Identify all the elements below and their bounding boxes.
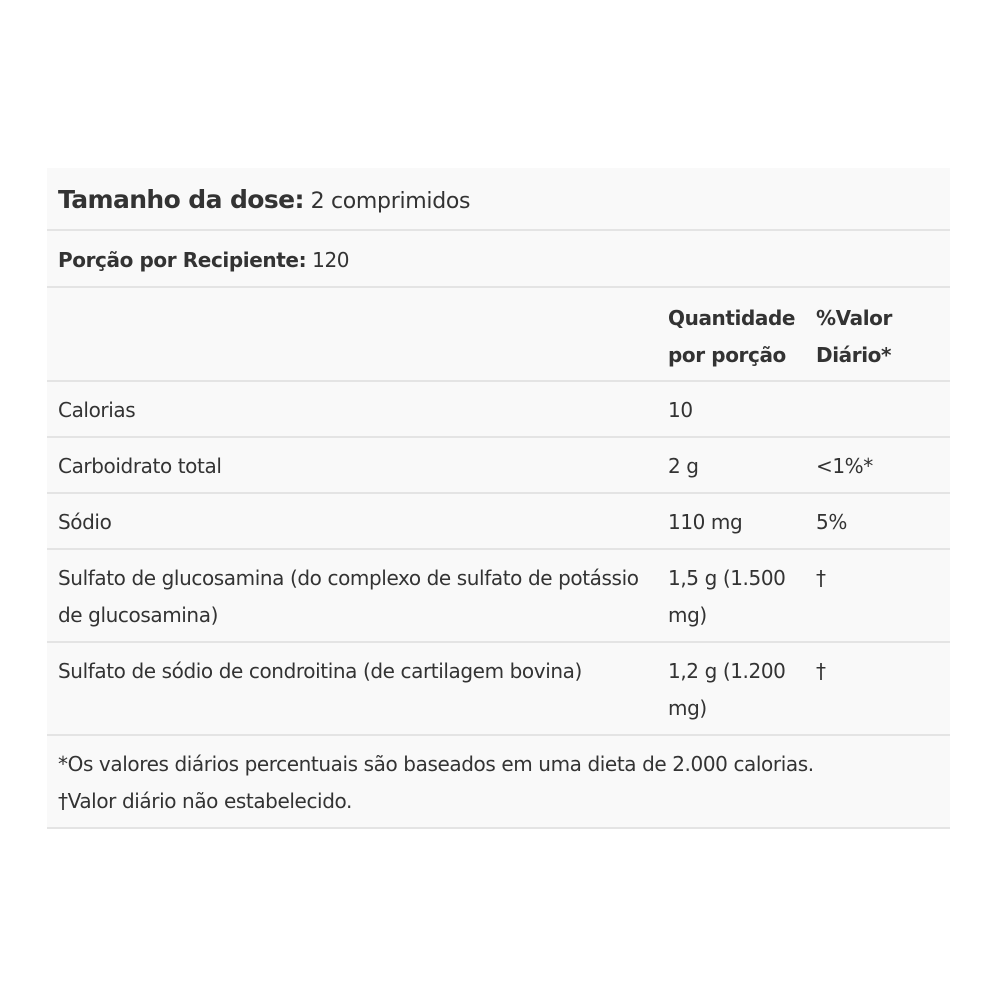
nutrient-name: Carboidrato total (58, 454, 222, 478)
nutrient-amount: 1,2 g (1.200 mg) (668, 659, 786, 720)
nutrient-amount: 1,5 g (1.500 mg) (668, 566, 786, 627)
table-row (47, 382, 950, 438)
footnotes (47, 736, 950, 829)
nutrient-daily-value: † (816, 566, 826, 590)
column-header-nutrient (47, 300, 668, 374)
table-row (47, 643, 950, 736)
nutrient-name: Sódio (58, 510, 112, 534)
nutrient-name: Sulfato de glucosamina (do complexo de sulfato de potássio de glucosamina) (58, 566, 639, 627)
table-header-row (47, 288, 950, 382)
servings-per-container-value: 120 (312, 248, 350, 272)
footnote-not-established: †Valor diário não estabelecido. (58, 789, 352, 813)
column-header-daily-value: %Valor Diário* (816, 306, 892, 367)
servings-per-container-label: Porção por Recipiente: (58, 248, 307, 272)
nutrient-daily-value: † (816, 659, 826, 683)
nutrient-amount: 2 g (668, 454, 699, 478)
nutrient-daily-value: <1%* (816, 454, 873, 478)
serving-size-value: 2 comprimidos (310, 189, 471, 214)
footnote-daily-values: *Os valores diários percentuais são baseados em uma dieta de 2.000 calorias. (58, 752, 814, 776)
nutrient-daily-value (816, 392, 950, 429)
column-header-amount: Quantidade por porção (668, 306, 796, 367)
nutrient-amount: 10 (668, 398, 693, 422)
table-row (47, 550, 950, 643)
nutrient-name: Sulfato de sódio de condroitina (de cartilagem bovina) (58, 659, 582, 683)
serving-size-label: Tamanho da dose: (58, 185, 304, 214)
supplement-facts-table (47, 168, 950, 829)
servings-per-container-row (47, 231, 950, 288)
nutrient-name: Calorias (58, 398, 136, 422)
serving-size-row (47, 168, 950, 231)
table-row (47, 438, 950, 494)
nutrient-amount: 110 mg (668, 510, 743, 534)
nutrient-daily-value: 5% (816, 510, 847, 534)
table-row (47, 494, 950, 550)
